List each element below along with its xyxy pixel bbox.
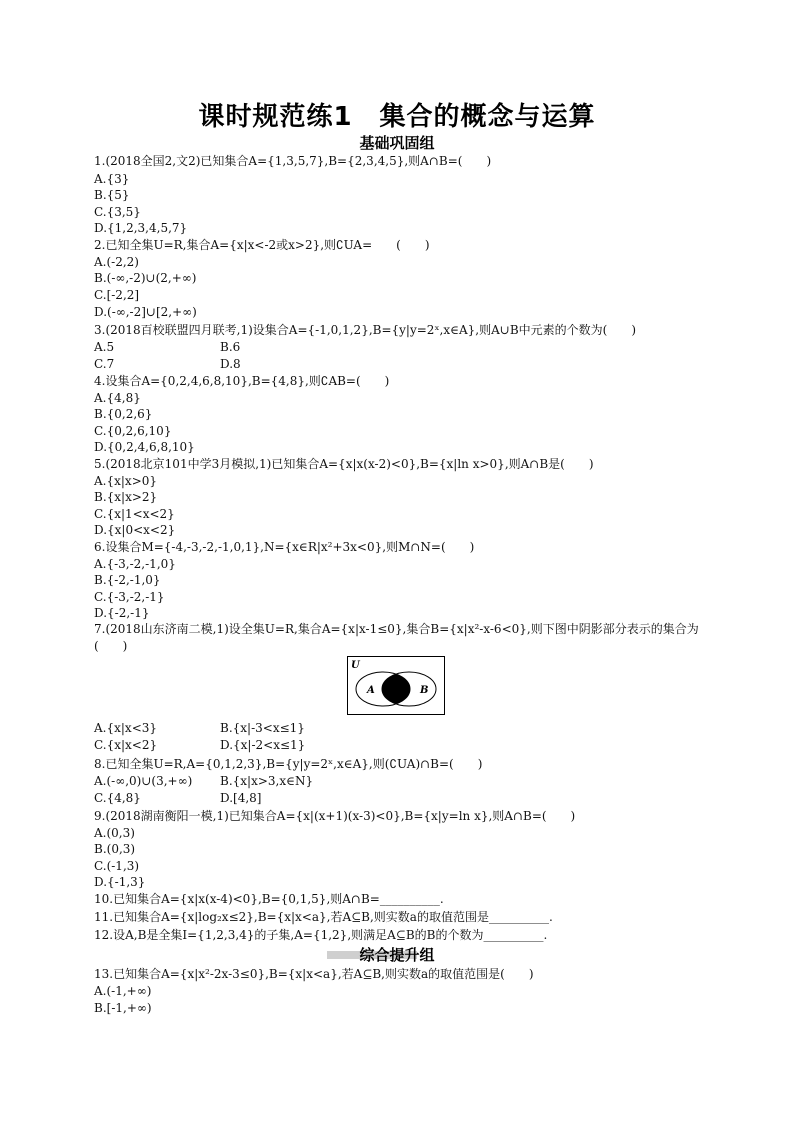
answer-option: A.5 (94, 340, 115, 354)
answer-option: D.{x|0<x<2} (94, 523, 176, 537)
answer-option: A.(0,3) (94, 826, 135, 840)
answer-option: A.(-∞,0)∪(3,+∞) (94, 774, 193, 788)
answer-option: C.{0,2,6,10} (94, 424, 172, 438)
question-stem: 8.已知全集U=R,A={0,1,2,3},B={y|y=2ˣ,x∈A},则(∁UA)∩B=( ) (94, 757, 483, 771)
section-heading-basic: 基础巩固组 (359, 134, 435, 152)
universe-label: U (351, 660, 360, 671)
question-stem: 1.(2018全国2,文2)已知集合A={1,3,5,7},B={2,3,4,5},则A∩B=( ) (94, 154, 492, 168)
answer-option: C.(-1,3) (94, 859, 140, 873)
answer-option: A.{x|x>0} (94, 474, 158, 488)
answer-option: C.{x|x<2} (94, 738, 158, 752)
answer-option: D.{0,2,4,6,8,10} (94, 440, 195, 454)
answer-option: C.{4,8} (94, 791, 141, 805)
answer-option: C.{-3,-2,-1} (94, 590, 165, 604)
page-title: 课时规范练1 集合的概念与运算 (198, 102, 596, 132)
venn-diagram-svg (347, 656, 445, 715)
answer-option: D.{-2,-1} (94, 606, 150, 620)
question-stem: 7.(2018山东济南二模,1)设全集U=R,集合A={x|x-1≤0},集合B={x|x²-x-6<0},则下图中阴影部分表示的集合为( ) (94, 622, 699, 653)
answer-option: B.{x|x>2} (94, 490, 158, 504)
answer-option: C.{x|1<x<2} (94, 507, 175, 521)
answer-option: D.(-∞,-2]∪[2,+∞) (94, 305, 197, 319)
answer-option: B.(0,3) (94, 842, 136, 856)
answer-option: D.{-1,3} (94, 875, 146, 889)
set-b-label: B (420, 685, 429, 696)
answer-option: A.{4,8} (94, 391, 141, 405)
answer-option: B.{x|-3<x≤1} (220, 721, 305, 735)
question-stem: 12.设A,B是全集I={1,2,3,4}的子集,A={1,2},则满足A⊆B的B的个数为__________. (94, 928, 548, 942)
answer-option: C.[-2,2] (94, 288, 140, 302)
answer-option: C.{3,5} (94, 205, 141, 219)
question-stem: 2.已知全集U=R,集合A={x|x<-2或x>2},则∁UA= ( ) (94, 238, 430, 252)
question-stem: 11.已知集合A={x|log₂x≤2},B={x|x<a},若A⊆B,则实数a的取值范围是__________. (94, 910, 553, 924)
answer-option: B.6 (220, 340, 241, 354)
answer-option: C.7 (94, 357, 115, 371)
question-stem: 5.(2018北京101中学3月模拟,1)已知集合A={x|x(x-2)<0},B={x|ln x>0},则A∩B是( ) (94, 457, 594, 471)
question-stem: 6.设集合M={-4,-3,-2,-1,0,1},N={x∈R|x²+3x<0},则M∩N=( ) (94, 540, 475, 554)
question-stem: 13.已知集合A={x|x²-2x-3≤0},B={x|x<a},若A⊆B,则实数a的取值范围是( ) (94, 967, 534, 981)
answer-option: A.{-3,-2,-1,0} (94, 557, 176, 571)
answer-option: B.{-2,-1,0} (94, 573, 161, 587)
question-stem: 9.(2018湖南衡阳一模,1)已知集合A={x|(x+1)(x-3)<0},B={x|y=ln x},则A∩B=( ) (94, 809, 576, 823)
answer-option: D.{1,2,3,4,5,7} (94, 221, 188, 235)
venn-diagram (347, 656, 445, 715)
answer-option: D.{x|-2<x≤1} (220, 738, 306, 752)
answer-option: B.(-∞,-2)∪(2,+∞) (94, 271, 197, 285)
question-stem: 10.已知集合A={x|x(x-4)<0},B={0,1,5},则A∩B=__________. (94, 892, 444, 906)
question-stem: 4.设集合A={0,2,4,6,8,10},B={4,8},则∁AB=( ) (94, 374, 390, 388)
section-heading-advanced: 综合提升组 (359, 946, 435, 964)
answer-option: A.{3} (94, 172, 130, 186)
answer-option: B.[-1,+∞) (94, 1001, 152, 1015)
answer-option: B.{x|x>3,x∈N} (220, 774, 314, 788)
answer-option: D.[4,8] (220, 791, 262, 805)
answer-option: A.(-1,+∞) (94, 984, 152, 998)
set-a-label: A (367, 685, 375, 696)
answer-option: A.(-2,2) (94, 255, 139, 269)
answer-option: B.{0,2,6} (94, 407, 153, 421)
answer-option: A.{x|x<3} (94, 721, 158, 735)
answer-option: B.{5} (94, 188, 130, 202)
question-stem: 3.(2018百校联盟四月联考,1)设集合A={-1,0,1,2},B={y|y=2ˣ,x∈A},则A∪B中元素的个数为( ) (94, 323, 637, 337)
answer-option: D.8 (220, 357, 241, 371)
